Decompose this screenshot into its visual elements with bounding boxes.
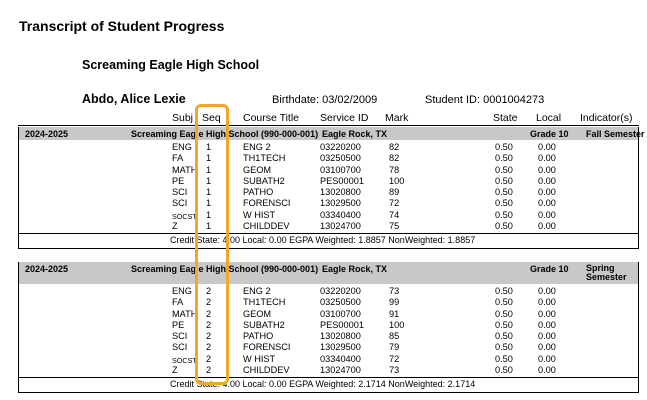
document-title: Transcript of Student Progress [19, 18, 225, 34]
course-title: CHILDDEV [243, 364, 290, 375]
course-row [0, 176, 647, 187]
credit-summary: Credit State: 4.00 Local: 0.00 EGPA Weighted: 2.1714 NonWeighted: 2.1714 [170, 379, 476, 389]
course-service-id: 03250500 [320, 297, 361, 308]
column-header-subj: Subj [172, 112, 194, 124]
term-year: 2024-2025 [25, 264, 69, 274]
term-year: 2024-2025 [25, 129, 69, 139]
course-seq: 1 [206, 175, 212, 186]
course-seq: 1 [206, 164, 212, 175]
course-state: 0.50 [495, 164, 513, 175]
school-name: Screaming Eagle High School [82, 58, 260, 72]
course-title: GEOM [243, 308, 272, 319]
course-title: SUBATH2 [243, 175, 285, 186]
course-seq: 1 [206, 187, 212, 197]
course-title: PATHO [243, 187, 274, 197]
course-row [0, 354, 647, 365]
course-local: 0.00 [538, 164, 556, 175]
rows-rule [18, 233, 639, 234]
course-local: 0.00 [538, 286, 556, 296]
course-subj: ENG [172, 142, 192, 152]
course-state: 0.50 [495, 175, 513, 186]
course-row [0, 221, 647, 232]
course-local: 0.00 [538, 220, 556, 231]
course-subj: FA [172, 297, 184, 308]
course-local: 0.00 [538, 353, 556, 364]
block-bottom-rule [18, 248, 639, 249]
course-title: ENG 2 [243, 142, 271, 152]
course-seq: 2 [206, 353, 212, 364]
course-service-id: PES00001 [320, 175, 364, 186]
course-service-id: 13029500 [320, 198, 361, 209]
course-state: 0.50 [495, 342, 513, 353]
course-seq: 1 [206, 153, 212, 164]
term-location: Eagle Rock, TX [322, 129, 388, 139]
course-row [0, 320, 647, 331]
course-mark: 82 [389, 153, 400, 164]
course-state: 0.50 [495, 209, 513, 220]
course-title: W HIST [243, 353, 276, 364]
student-name: Abdo, Alice Lexie [82, 92, 186, 106]
course-state: 0.50 [495, 319, 513, 330]
course-service-id: 13020800 [320, 187, 361, 197]
course-seq: 2 [206, 319, 212, 330]
course-subj: SCI [172, 331, 188, 341]
course-subj: FA [172, 153, 184, 164]
course-subj: SCI [172, 187, 188, 197]
course-title: W HIST [243, 209, 276, 220]
course-mark: 99 [389, 297, 400, 308]
course-service-id: 03100700 [320, 308, 361, 319]
course-mark: 100 [389, 319, 405, 330]
course-service-id: 13024700 [320, 220, 361, 231]
block-border [638, 262, 639, 392]
course-local: 0.00 [538, 342, 556, 353]
course-row [0, 331, 647, 342]
course-subj: Z [172, 220, 178, 231]
credit-summary: Credit State: 4.00 Local: 0.00 EGPA Weighted: 1.8857 NonWeighted: 1.8857 [170, 235, 476, 245]
header-rule [18, 125, 639, 126]
course-subj: PE [172, 319, 185, 330]
course-title: PATHO [243, 331, 274, 341]
course-mark: 78 [389, 164, 400, 175]
block-border [18, 262, 19, 392]
course-service-id: 03250500 [320, 153, 361, 164]
course-subj: MATH [172, 164, 198, 175]
course-local: 0.00 [538, 308, 556, 319]
course-row [0, 286, 647, 297]
block-border [18, 127, 19, 248]
course-seq: 1 [206, 198, 212, 209]
course-seq: 1 [206, 209, 212, 220]
course-state: 0.50 [495, 286, 513, 296]
course-subj: SOCST [172, 355, 197, 365]
course-title: TH1TECH [243, 153, 286, 164]
course-seq: 2 [206, 364, 212, 375]
course-local: 0.00 [538, 153, 556, 164]
column-header-course-title: Course Title [243, 112, 300, 124]
course-subj: PE [172, 175, 185, 186]
course-title: CHILDDEV [243, 220, 290, 231]
course-seq: 2 [206, 297, 212, 308]
term-school: Screaming Eagle High School (990-000-001) [131, 129, 319, 139]
course-state: 0.50 [495, 353, 513, 364]
course-state: 0.50 [495, 198, 513, 209]
course-title: ENG 2 [243, 286, 271, 296]
term-header-bar [18, 127, 645, 140]
course-mark: 72 [389, 198, 400, 209]
course-seq: 2 [206, 331, 212, 341]
course-state: 0.50 [495, 297, 513, 308]
course-mark: 73 [389, 364, 400, 375]
course-mark: 82 [389, 142, 400, 152]
column-header-indicators: Indicator(s) [580, 112, 633, 124]
course-mark: 91 [389, 308, 400, 319]
term-semester: Spring Semester [586, 263, 627, 282]
course-service-id: 13020800 [320, 331, 361, 341]
course-seq: 2 [206, 342, 212, 353]
block-bottom-rule [18, 392, 639, 393]
term-header-bar [18, 262, 639, 284]
course-row [0, 297, 647, 308]
course-seq: 1 [206, 220, 212, 231]
course-local: 0.00 [538, 364, 556, 375]
course-state: 0.50 [495, 308, 513, 319]
course-state: 0.50 [495, 220, 513, 231]
column-header-state: State [493, 112, 518, 124]
seq-column-highlight [195, 104, 229, 385]
course-mark: 85 [389, 331, 400, 341]
course-local: 0.00 [538, 319, 556, 330]
course-subj: SCI [172, 198, 188, 209]
course-local: 0.00 [538, 142, 556, 152]
course-state: 0.50 [495, 331, 513, 341]
course-service-id: 03100700 [320, 164, 361, 175]
course-local: 0.00 [538, 175, 556, 186]
course-row [0, 142, 647, 153]
course-row [0, 342, 647, 353]
course-mark: 100 [389, 175, 405, 186]
course-service-id: PES00001 [320, 319, 364, 330]
course-mark: 79 [389, 342, 400, 353]
student-birthdate: Birthdate: 03/02/2009 [272, 94, 378, 106]
course-row [0, 165, 647, 176]
term-grade: Grade 10 [530, 129, 569, 139]
course-local: 0.00 [538, 297, 556, 308]
course-seq: 2 [206, 308, 212, 319]
course-state: 0.50 [495, 187, 513, 197]
course-row [0, 365, 647, 376]
course-service-id: 03340400 [320, 209, 361, 220]
course-title: FORENSCI [243, 342, 291, 353]
course-row [0, 187, 647, 198]
course-local: 0.00 [538, 198, 556, 209]
term-semester: Fall Semester [586, 129, 645, 139]
course-title: GEOM [243, 164, 272, 175]
rows-rule [18, 377, 639, 378]
course-title: SUBATH2 [243, 319, 285, 330]
course-service-id: 03340400 [320, 353, 361, 364]
student-id: Student ID: 0001004273 [425, 94, 545, 106]
term-school: Screaming Eagle High School (990-000-001) [131, 264, 319, 274]
course-service-id: 03220200 [320, 286, 361, 296]
course-service-id: 13024700 [320, 364, 361, 375]
course-subj: MATH [172, 308, 198, 319]
course-mark: 73 [389, 286, 400, 296]
course-subj: SCI [172, 342, 188, 353]
course-seq: 1 [206, 142, 212, 152]
course-row [0, 309, 647, 320]
course-local: 0.00 [538, 187, 556, 197]
course-state: 0.50 [495, 142, 513, 152]
course-row [0, 210, 647, 221]
course-row [0, 198, 647, 209]
course-subj: ENG [172, 286, 192, 296]
course-title: TH1TECH [243, 297, 286, 308]
block-border [638, 127, 639, 248]
course-service-id: 03220200 [320, 142, 361, 152]
course-state: 0.50 [495, 153, 513, 164]
course-subj: SOCST [172, 211, 197, 221]
term-grade: Grade 10 [530, 264, 569, 274]
course-mark: 72 [389, 353, 400, 364]
course-state: 0.50 [495, 364, 513, 375]
course-local: 0.00 [538, 331, 556, 341]
column-header-seq: Seq [202, 112, 221, 124]
course-mark: 75 [389, 220, 400, 231]
course-seq: 2 [206, 286, 212, 296]
course-title: FORENSCI [243, 198, 291, 209]
column-header-local: Local [536, 112, 562, 124]
term-location: Eagle Rock, TX [322, 264, 388, 274]
course-row [0, 153, 647, 164]
column-header-mark: Mark [385, 112, 409, 124]
course-subj: Z [172, 364, 178, 375]
course-local: 0.00 [538, 209, 556, 220]
course-mark: 74 [389, 209, 400, 220]
course-mark: 89 [389, 187, 400, 197]
column-header-service-id: Service ID [320, 112, 369, 124]
course-service-id: 13029500 [320, 342, 361, 353]
